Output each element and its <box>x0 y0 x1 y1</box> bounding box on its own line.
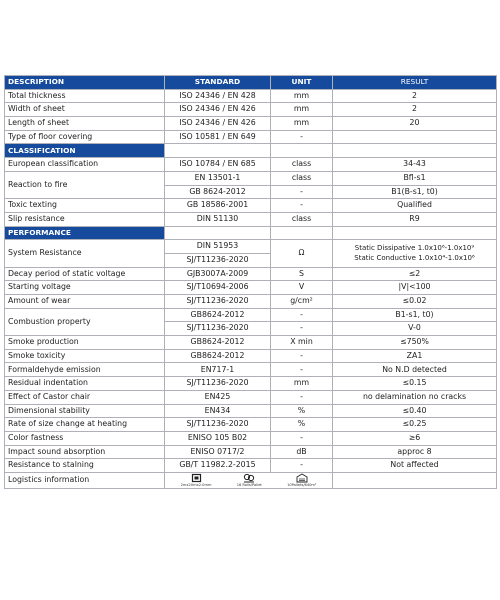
cell-result: ≥6 <box>333 431 497 445</box>
header-unit: UNIT <box>271 76 333 90</box>
section-header-performance <box>5 226 497 240</box>
cell-unit: - <box>271 363 333 377</box>
cell-result: B1(B-s1, t0) <box>333 185 497 199</box>
table-row <box>5 418 497 432</box>
table-row <box>5 117 497 131</box>
cell-standard: ISO 24346 / EN 426 <box>165 117 271 131</box>
cell-result: |V|<100 <box>333 281 497 295</box>
cell-unit: - <box>271 322 333 336</box>
cell-result: 34-43 <box>333 158 497 172</box>
cell-unit: mm <box>271 103 333 117</box>
table-row <box>5 130 497 144</box>
table-row <box>5 281 497 295</box>
cell-unit: - <box>271 431 333 445</box>
cell-description: European classification <box>5 158 165 172</box>
result-line: Static Dissipative 1.0x10⁶-1.0x10⁹ <box>354 244 475 253</box>
cell-standard: GB8624-2012 <box>165 308 271 322</box>
header-description: DESCRIPTION <box>5 76 165 90</box>
cell-result <box>333 130 497 144</box>
table-row <box>5 158 497 172</box>
cell-standard: SJ/T11236-2020 <box>165 295 271 309</box>
table-row <box>5 431 497 445</box>
header-standard: STANDARD <box>165 76 271 90</box>
cell-description: Effect of Castor chair <box>5 390 165 404</box>
cell-unit: - <box>271 130 333 144</box>
cell-unit: class <box>271 158 333 172</box>
cell-unit: class <box>271 212 333 226</box>
cell-description: Dimensional stability <box>5 404 165 418</box>
cell-description: Starting voltage <box>5 281 165 295</box>
cell-standard: ENISO 0717/2 <box>165 445 271 459</box>
cell-unit: - <box>271 185 333 199</box>
cell-unit: - <box>271 199 333 213</box>
cell-unit: - <box>271 459 333 473</box>
cell-description: Resistance to stalning <box>5 459 165 473</box>
table-row <box>5 89 497 103</box>
table-row <box>5 363 497 377</box>
cell-description: Formaldehyde emission <box>5 363 165 377</box>
table-row <box>5 377 497 391</box>
cell-result: Bfl-s1 <box>333 171 497 185</box>
cell-unit: % <box>271 404 333 418</box>
cell-description: Length of sheet <box>5 117 165 131</box>
cell-standard: SJ/T11236-2020 <box>165 418 271 432</box>
cell-standard: ISO 10581 / EN 649 <box>165 130 271 144</box>
cell-result: approc 8 <box>333 445 497 459</box>
cell-unit: V <box>271 281 333 295</box>
cell-description: Type of floor covering <box>5 130 165 144</box>
table-row <box>5 404 497 418</box>
cell-unit: Ω <box>271 240 333 267</box>
cell-standard: GB 8624-2012 <box>165 185 271 199</box>
logistics-caption: 2mx20mx2.0mm <box>180 482 212 487</box>
logistics-caption: 16 Rolls/Pallet <box>236 482 262 487</box>
table-row <box>5 295 497 309</box>
table-row <box>5 212 497 226</box>
cell-description: Combustion property <box>5 308 165 335</box>
section-title: CLASSIFICATION <box>5 144 165 158</box>
cell-result: 2 <box>333 89 497 103</box>
cell-description: Slip resistance <box>5 212 165 226</box>
specification-table <box>4 75 497 489</box>
cell-standard: SJ/T11236-2020 <box>165 377 271 391</box>
cell-description: Logistics information <box>5 472 165 488</box>
cell-result: 2 <box>333 103 497 117</box>
cell-unit: class <box>271 171 333 185</box>
cell-unit: S <box>271 267 333 281</box>
cell-description: Width of sheet <box>5 103 165 117</box>
table-row <box>5 240 497 254</box>
table-row <box>5 336 497 350</box>
cell-description: Residual indentation <box>5 377 165 391</box>
cell-standard: EN 13501-1 <box>165 171 271 185</box>
cell-standard: ENISO 105 B02 <box>165 431 271 445</box>
cell-result <box>333 240 497 267</box>
table-row <box>5 103 497 117</box>
cell-result: B1-s1, t0) <box>333 308 497 322</box>
cell-description: Impact sound absorption <box>5 445 165 459</box>
pallet-container-icon <box>296 473 308 483</box>
cell-description: Smoke production <box>5 336 165 350</box>
cell-result: ≤0.02 <box>333 295 497 309</box>
cell-unit: - <box>271 390 333 404</box>
cell-description: Toxic texting <box>5 199 165 213</box>
cell-result: V-0 <box>333 322 497 336</box>
cell-unit: mm <box>271 89 333 103</box>
table-row <box>5 390 497 404</box>
cell-result: ≤2 <box>333 267 497 281</box>
cell-unit: - <box>271 349 333 363</box>
cell-standard: ISO 24346 / EN 428 <box>165 89 271 103</box>
cell-result: R9 <box>333 212 497 226</box>
section-title: PERFORMANCE <box>5 226 165 240</box>
cell-unit: X min <box>271 336 333 350</box>
table-row <box>5 459 497 473</box>
cell-result: Not affected <box>333 459 497 473</box>
header-result: RESULT <box>333 76 497 90</box>
result-line: Static Conductive 1.0x10⁴-1.0x10⁶ <box>354 254 475 263</box>
rolls-per-pallet-icon <box>243 473 255 483</box>
cell-standard: SJ/T11236-2020 <box>165 322 271 336</box>
cell-description: Smoke toxicity <box>5 349 165 363</box>
table-row <box>5 349 497 363</box>
cell-standard: SJ/T10694-2006 <box>165 281 271 295</box>
cell-description: Total thickness <box>5 89 165 103</box>
cell-result: No N.D detected <box>333 363 497 377</box>
cell-result: 20 <box>333 117 497 131</box>
roll-size-icon <box>191 473 202 483</box>
cell-description: Decay period of static voltage <box>5 267 165 281</box>
cell-result: Qualified <box>333 199 497 213</box>
cell-result: ≤0.15 <box>333 377 497 391</box>
cell-standard: ISO 24346 / EN 426 <box>165 103 271 117</box>
cell-result: ≤0.25 <box>333 418 497 432</box>
cell-description: Reaction to fire <box>5 171 165 198</box>
table-row <box>5 308 497 322</box>
cell-standard: GB8624-2012 <box>165 336 271 350</box>
cell-description: System Resistance <box>5 240 165 267</box>
table-row <box>5 171 497 185</box>
table-row <box>5 199 497 213</box>
cell-standard: EN434 <box>165 404 271 418</box>
section-header-classification <box>5 144 497 158</box>
cell-result <box>333 472 497 488</box>
logistics-row <box>5 472 497 488</box>
cell-standard: EN425 <box>165 390 271 404</box>
cell-result: ≤750% <box>333 336 497 350</box>
cell-unit: % <box>271 418 333 432</box>
logistics-item <box>181 473 212 488</box>
cell-unit: dB <box>271 445 333 459</box>
table-row <box>5 267 497 281</box>
cell-unit: mm <box>271 377 333 391</box>
cell-standard: GJB3007A-2009 <box>165 267 271 281</box>
cell-standard: GB 18586-2001 <box>165 199 271 213</box>
table-row <box>5 445 497 459</box>
logistics-caption: 10Pallets/640m² <box>287 482 317 487</box>
cell-unit: - <box>271 308 333 322</box>
cell-standard: GB8624-2012 <box>165 349 271 363</box>
table-header-row <box>5 76 497 90</box>
cell-unit: g/cm² <box>271 295 333 309</box>
cell-standard: EN717-1 <box>165 363 271 377</box>
cell-result: ZA1 <box>333 349 497 363</box>
cell-standard: DIN 51130 <box>165 212 271 226</box>
cell-description: Rate of size change at heating <box>5 418 165 432</box>
cell-result: ≤0.40 <box>333 404 497 418</box>
cell-standard: SJ/T11236-2020 <box>165 253 271 267</box>
cell-result: no delamination no cracks <box>333 390 497 404</box>
cell-standard: GB/T 11982.2-2015 <box>165 459 271 473</box>
cell-unit: mm <box>271 117 333 131</box>
cell-standard: ISO 10784 / EN 685 <box>165 158 271 172</box>
logistics-item <box>237 473 262 488</box>
logistics-icons <box>165 472 333 488</box>
cell-standard: DIN 51953 <box>165 240 271 254</box>
cell-description: Amount of wear <box>5 295 165 309</box>
logistics-item <box>287 473 316 488</box>
cell-description: Color fastness <box>5 431 165 445</box>
